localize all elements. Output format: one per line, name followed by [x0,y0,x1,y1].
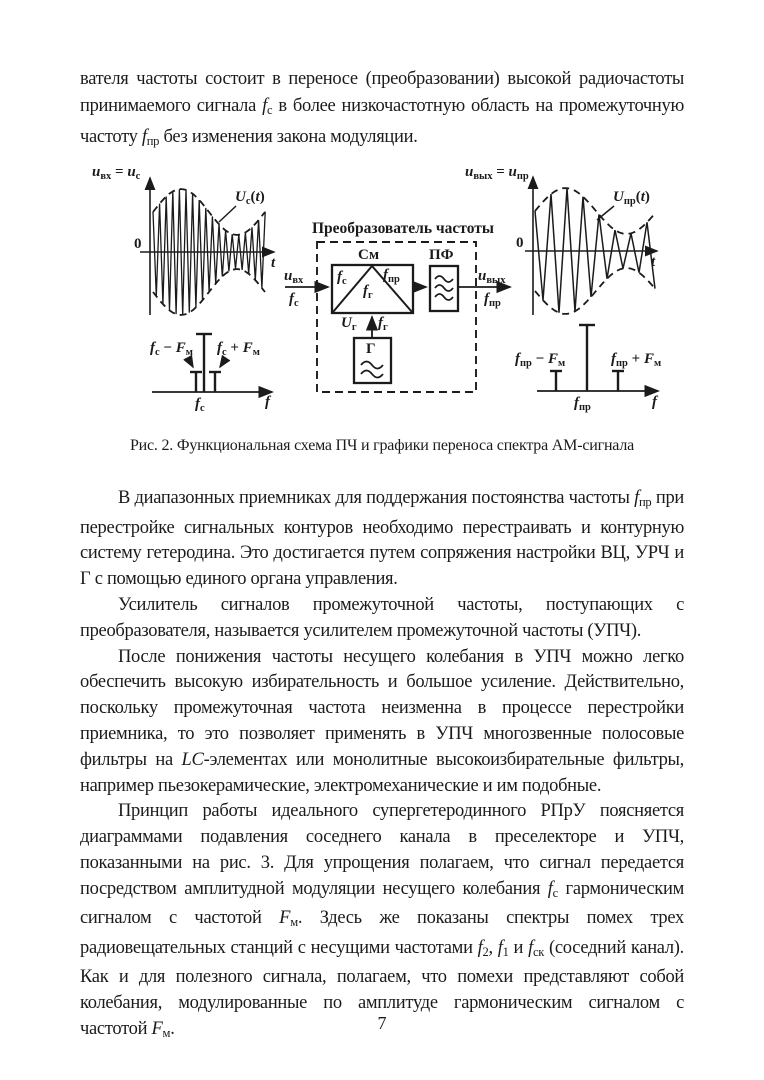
mixer-label: См [358,247,380,263]
left-plot-t-label: t [271,255,276,271]
left-plot-origin: 0 [134,236,142,252]
mixer-fg-label: $f_г$ [363,283,373,301]
input-voltage-label: $u_{вх}$ [284,268,304,286]
right-spectrum-carrier-label: $f_{пр}$ [574,395,591,413]
body-paragraph: В диапазонных приемниках для поддержания постоянства частоты fпр при перестройке сигнальных контуров необходимо перестраивать и контурную систему гетеродина. Это достигается путем сопряжения настройки ВЦ, УРЧ и Г с помощью единого органа управления. [80,488,684,590]
right-plot-origin: 0 [516,235,524,251]
right-spectrum-f-label: f [652,394,657,410]
main-text-block [80,486,684,1047]
figure-caption: Рис. 2. Функциональная схема ПЧ и графики переноса спектра АМ-сигнала [129,437,635,454]
body-paragraph: вателя частоты состоит в переносе (преобразовании) высокой радиочастоты принимаемого сигнала fс в более низкочастотную область на промежуточную частоту fпр без изменения закона модуляции. [80,69,684,148]
left-spectrum-carrier-label: $f_с$ [195,396,205,414]
left-spectrum-lower-sideband-label: $f_с - F_м$ [150,340,193,358]
right-spectrum-lower-sideband-label: $f_{пр} - F_м$ [515,351,566,369]
mixer-fpr-label: $f_{пр}$ [383,267,400,285]
bpf-label: ПФ [429,247,454,263]
left-plot-y-label: $u_{вх} = u_с$ [92,164,141,182]
top-text-block [80,66,684,155]
figure-frequency-converter [78,162,708,434]
right-plot-y-label: $u_{вых} = u_{пр}$ [465,164,529,182]
converter-title: Преобразователь частоты [312,220,494,237]
left-spectrum-f-label: f [265,394,270,410]
right-spectrum-upper-sideband-label: $f_{пр} + F_м$ [611,351,662,369]
oscillator-label: Г [366,341,376,357]
left-spectrum-upper-sideband-label: $f_с + F_м$ [217,340,260,358]
output-voltage-label: $u_{вых}$ [478,268,506,286]
body-paragraph: Принцип работы идеального супергетеродинного РПрУ поясняется диаграммами подавления соседнего канала в преселекторе и УПЧ, показанными на рис. 3. Для упрощения полагаем, что сигнал передается посредством амплитудной модуляции несущего колебания fс гармоническим сигналом с частотой Fм. Здесь же показаны спектры помех трех радиовещательных станций с несущими частотами f2, f1 и fск (соседний канал). Как и для полезного сигнала, полагаем, что помехи представляют собой колебания, модулированные по амплитуде гармоническим сигналом с частотой Fм. [80,801,684,1040]
right-plot-envelope-label: $U_{пр}(t)$ [613,189,650,207]
right-plot-t-label: t [651,254,656,270]
body-paragraph: После понижения частоты несущего колебания в УПЧ можно легко обеспечить высокую избирательность и большое усиление. Действительно, поскольку промежуточная частота неизменна в процессе перестройки приемника, то это позволяет применять в УПЧ многозвенные полосовые фильтры на LC-элементах или монолитные высокоизбирательные фильтры, например пьезокерамические, электромеханические и им подобные. [80,646,684,796]
page-number: 7 [377,1013,387,1033]
left-plot-envelope-label: $U_с(t)$ [235,189,265,207]
body-paragraph: Усилитель сигналов промежуточной частоты, поступающих с преобразователя, называется усилителем промежуточной частоты (УПЧ). [80,594,684,641]
mixer-fc-label: $f_с$ [337,269,347,287]
oscillator-voltage-label: $U_г$ [341,315,357,333]
oscillator-frequency-label: $f_г$ [378,315,388,333]
output-frequency-label: $f_{пр}$ [484,291,501,309]
input-frequency-label: $f_с$ [289,291,299,309]
